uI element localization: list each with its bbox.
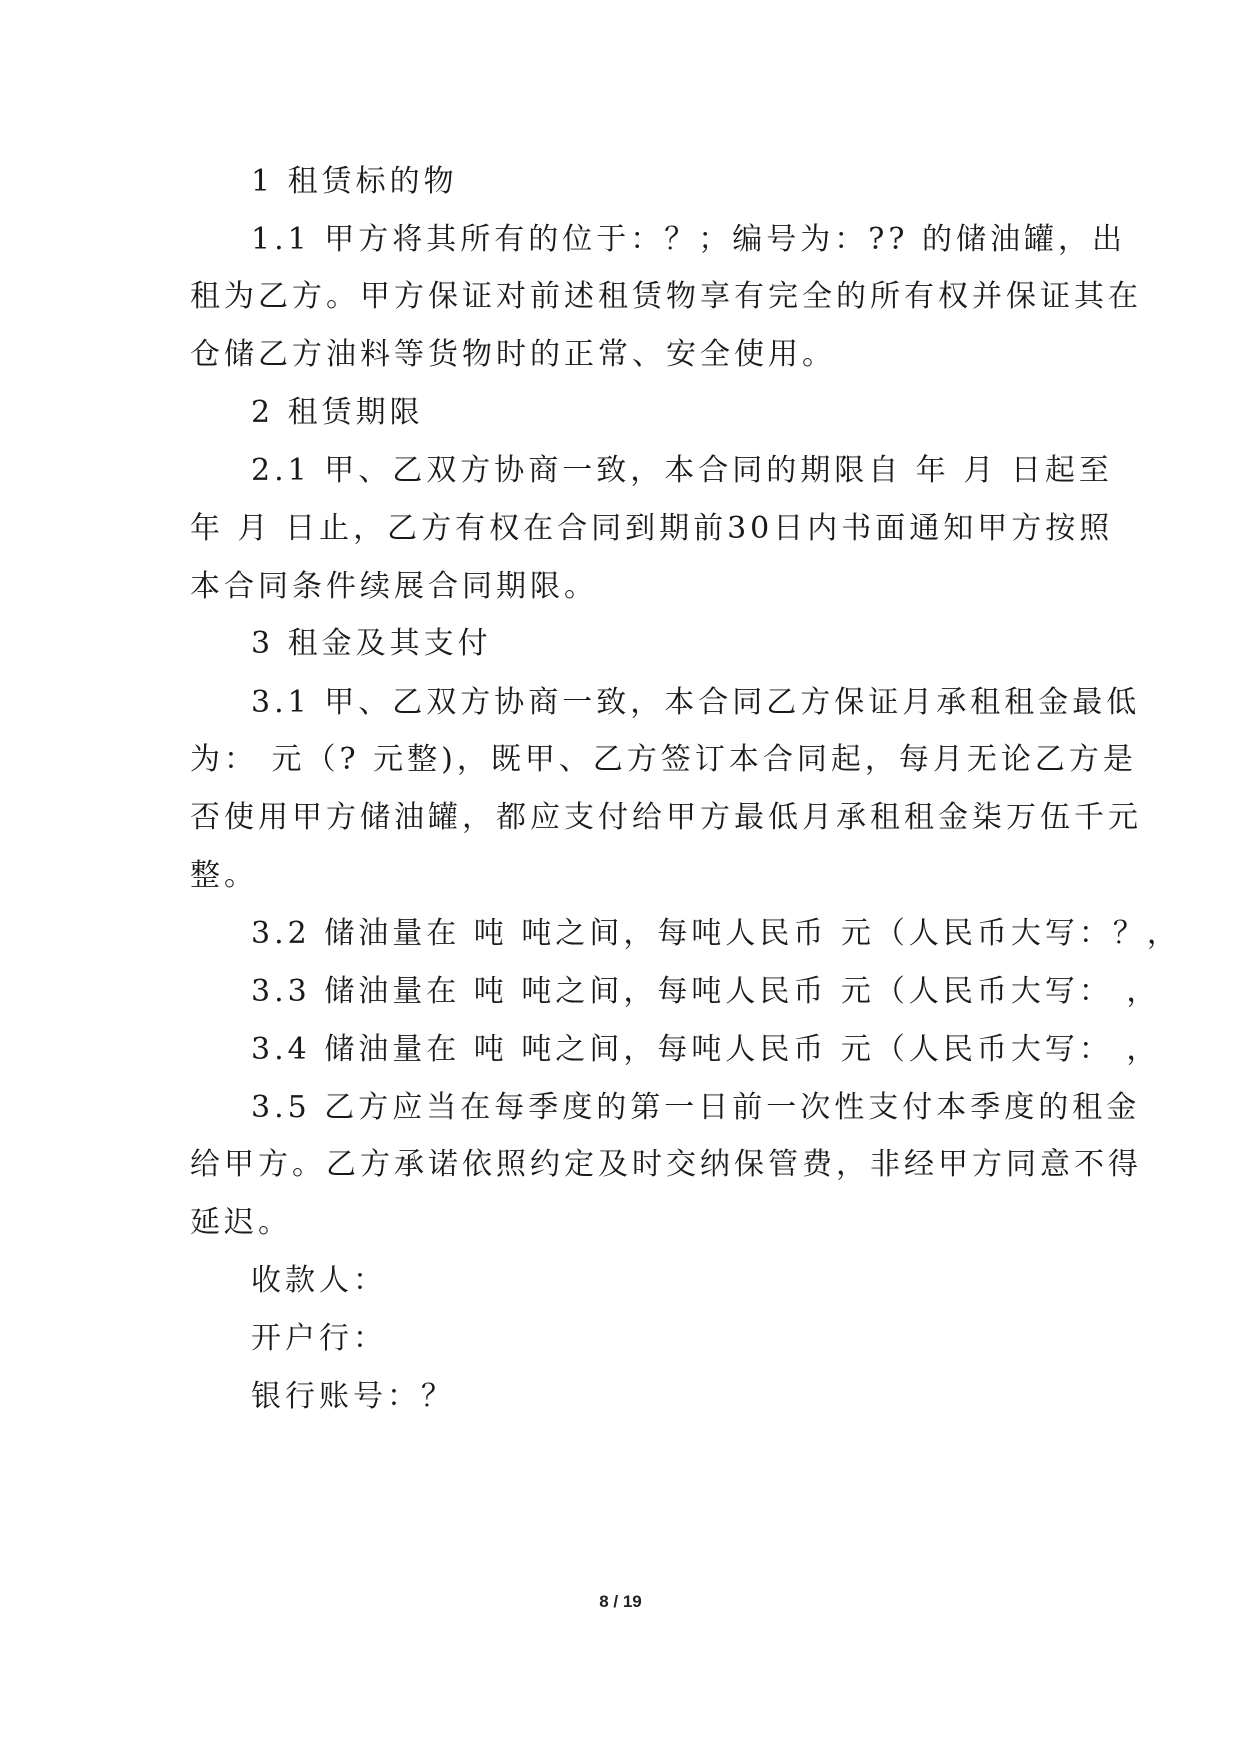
clause-3-1-line-3: 否使用甲方储油罐，都应支付给甲方最低月承租租金柒万伍千元	[190, 800, 1142, 835]
clause-3-5-line-1: 3.5 乙方应当在每季度的第一日前一次性支付本季度的租金	[251, 1090, 1141, 1125]
clause-2-1-line-3: 本合同条件续展合同期限。	[190, 569, 598, 604]
section-3-heading: 3 租金及其支付	[251, 626, 492, 661]
payee-label: 收款人：	[251, 1263, 387, 1298]
bank-account-label: 银行账号：？	[251, 1379, 455, 1414]
clause-3-2: 3.2 储油量在 吨 吨之间，每吨人民币 元（人民币大写：？，	[251, 916, 1181, 951]
page-number: 8 / 19	[599, 1592, 642, 1611]
clause-3-1-line-1: 3.1 甲、乙双方协商一致，本合同乙方保证月承租租金最低	[251, 685, 1141, 720]
section-1-heading: 1 租赁标的物	[251, 164, 458, 199]
section-2-heading: 2 租赁期限	[251, 395, 424, 430]
clause-1-1-line-1: 1.1 甲方将其所有的位于：？；编号为：?? 的储油罐，出	[251, 222, 1126, 257]
clause-1-1-line-2: 租为乙方。甲方保证对前述租赁物享有完全的所有权并保证其在	[190, 279, 1142, 314]
clause-3-1-line-4: 整。	[190, 858, 258, 893]
clause-2-1-line-2: 年 月 日止，乙方有权在合同到期前30日内书面通知甲方按照	[190, 511, 1114, 546]
clause-3-1-line-2: 为： 元（? 元整)，既甲、乙方签订本合同起，每月无论乙方是	[190, 742, 1137, 777]
clause-3-5-line-3: 延迟。	[190, 1205, 292, 1240]
clause-3-3: 3.3 储油量在 吨 吨之间，每吨人民币 元（人民币大写： ，	[251, 974, 1161, 1009]
clause-1-1-line-3: 仓储乙方油料等货物时的正常、安全使用。	[190, 337, 836, 372]
clause-3-4: 3.4 储油量在 吨 吨之间，每吨人民币 元（人民币大写： ，	[251, 1032, 1161, 1067]
bank-label: 开户行：	[251, 1321, 387, 1356]
clause-2-1-line-1: 2.1 甲、乙双方协商一致，本合同的期限自 年 月 日起至	[251, 453, 1113, 488]
clause-3-5-line-2: 给甲方。乙方承诺依照约定及时交纳保管费，非经甲方同意不得	[190, 1147, 1142, 1182]
